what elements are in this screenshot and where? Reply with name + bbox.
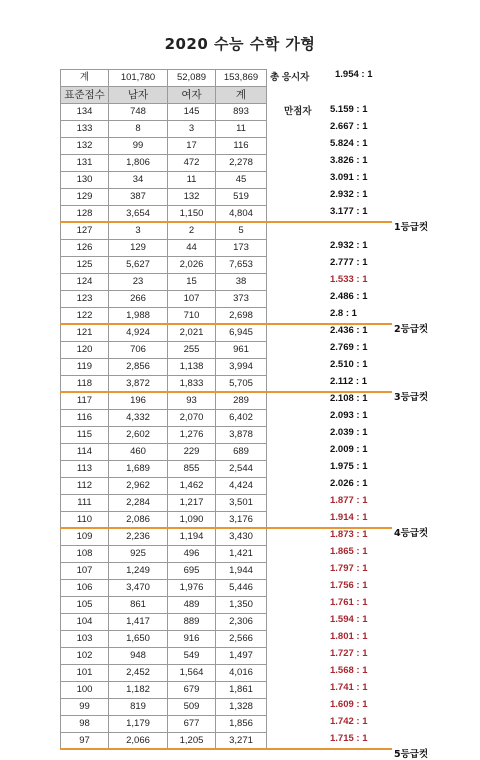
male-cell: 99 (109, 138, 168, 155)
table-row (61, 240, 267, 257)
table-row (61, 189, 267, 206)
female-cell: 2,021 (168, 325, 216, 342)
ratio-value: 2.8 : 1 (330, 308, 357, 319)
grade-cut-line (60, 748, 392, 750)
grade-cut-line (60, 221, 392, 223)
page-title: 2020 수능 수학 가형 (164, 35, 316, 53)
total-cell: 1,350 (216, 597, 267, 614)
table-row (61, 172, 267, 189)
score-cell: 123 (61, 291, 109, 308)
total-applicants-label: 총 응시자 (270, 72, 310, 83)
female-cell: 1,138 (168, 359, 216, 376)
score-cell: 101 (61, 665, 109, 682)
ratio-value: 1.715 : 1 (330, 733, 368, 744)
male-cell: 4,332 (109, 410, 168, 427)
ratio-value: 3.091 : 1 (330, 172, 368, 183)
female-cell: 132 (168, 189, 216, 206)
ratio-value: 2.039 : 1 (330, 427, 368, 438)
table-row (61, 580, 267, 597)
male-cell: 819 (109, 699, 168, 716)
score-cell: 134 (61, 104, 109, 121)
ratio-value: 1.975 : 1 (330, 461, 368, 472)
ratio-value: 1.761 : 1 (330, 597, 368, 608)
ratio-value: 2.026 : 1 (330, 478, 368, 489)
total-cell: 1,861 (216, 682, 267, 699)
male-cell: 2,066 (109, 733, 168, 750)
total-cell: 38 (216, 274, 267, 291)
header-female: 여자 (168, 87, 216, 104)
total-sum-cell: 153,869 (216, 70, 267, 87)
table-row (61, 648, 267, 665)
male-cell: 1,249 (109, 563, 168, 580)
total-cell: 373 (216, 291, 267, 308)
ratio-value: 2.932 : 1 (330, 240, 368, 251)
ratio-value: 2.112 : 1 (330, 376, 367, 387)
total-cell: 893 (216, 104, 267, 121)
ratio-value: 1.741 : 1 (330, 682, 368, 693)
header-row (61, 87, 267, 104)
female-cell: 710 (168, 308, 216, 325)
male-cell: 925 (109, 546, 168, 563)
header-score: 표준점수 (61, 87, 109, 104)
male-cell: 266 (109, 291, 168, 308)
total-cell: 6,945 (216, 325, 267, 342)
male-cell: 948 (109, 648, 168, 665)
total-cell: 519 (216, 189, 267, 206)
total-cell: 2,544 (216, 461, 267, 478)
male-cell: 2,284 (109, 495, 168, 512)
female-cell: 44 (168, 240, 216, 257)
total-row (61, 70, 267, 87)
male-cell: 2,086 (109, 512, 168, 529)
table-row (61, 291, 267, 308)
ratio-value: 2.932 : 1 (330, 189, 368, 200)
total-cell: 3,176 (216, 512, 267, 529)
total-cell: 3,878 (216, 427, 267, 444)
score-cell: 127 (61, 223, 109, 240)
female-cell: 11 (168, 172, 216, 189)
table-row (61, 206, 267, 223)
ratio-value: 5.159 : 1 (330, 104, 368, 115)
total-cell: 289 (216, 393, 267, 410)
header-male: 남자 (109, 87, 168, 104)
ratio-value: 1.756 : 1 (330, 580, 368, 591)
total-cell: 5 (216, 223, 267, 240)
female-cell: 2,026 (168, 257, 216, 274)
grade-cut-label: 1등급컷 (394, 222, 429, 233)
score-distribution-table (60, 69, 267, 750)
female-cell: 255 (168, 342, 216, 359)
table-row (61, 614, 267, 631)
score-cell: 124 (61, 274, 109, 291)
table-row (61, 444, 267, 461)
score-cell: 120 (61, 342, 109, 359)
score-cell: 110 (61, 512, 109, 529)
perfect-score-label: 만점자 (284, 106, 312, 117)
table-row (61, 121, 267, 138)
male-cell: 3,470 (109, 580, 168, 597)
total-cell: 961 (216, 342, 267, 359)
female-cell: 549 (168, 648, 216, 665)
ratio-value: 1.742 : 1 (330, 716, 368, 727)
ratio-value: 2.510 : 1 (330, 359, 368, 370)
female-cell: 509 (168, 699, 216, 716)
ratio-value: 5.824 : 1 (330, 138, 368, 149)
score-cell: 99 (61, 699, 109, 716)
total-cell: 45 (216, 172, 267, 189)
score-cell: 104 (61, 614, 109, 631)
male-cell: 4,924 (109, 325, 168, 342)
total-cell: 173 (216, 240, 267, 257)
female-cell: 1,564 (168, 665, 216, 682)
ratio-value: 1.797 : 1 (330, 563, 368, 574)
ratio-value: 2.436 : 1 (330, 325, 368, 336)
total-cell: 116 (216, 138, 267, 155)
total-cell: 1,497 (216, 648, 267, 665)
female-cell: 229 (168, 444, 216, 461)
score-cell: 115 (61, 427, 109, 444)
total-ratio: 1.954 : 1 (335, 69, 373, 80)
female-cell: 679 (168, 682, 216, 699)
score-cell: 119 (61, 359, 109, 376)
female-cell: 2,070 (168, 410, 216, 427)
grade-cut-line (60, 527, 392, 529)
female-cell: 3 (168, 121, 216, 138)
table-row (61, 631, 267, 648)
score-cell: 102 (61, 648, 109, 665)
male-cell: 1,417 (109, 614, 168, 631)
table-row (61, 393, 267, 410)
female-cell: 889 (168, 614, 216, 631)
female-cell: 695 (168, 563, 216, 580)
male-cell: 3,872 (109, 376, 168, 393)
total-cell: 4,016 (216, 665, 267, 682)
score-cell: 114 (61, 444, 109, 461)
male-cell: 5,627 (109, 257, 168, 274)
total-label-cell: 계 (61, 70, 109, 87)
female-cell: 1,090 (168, 512, 216, 529)
score-cell: 126 (61, 240, 109, 257)
male-cell: 2,452 (109, 665, 168, 682)
ratio-value: 2.486 : 1 (330, 291, 368, 302)
score-cell: 108 (61, 546, 109, 563)
total-cell: 3,501 (216, 495, 267, 512)
female-cell: 1,205 (168, 733, 216, 750)
table-row (61, 478, 267, 495)
table-row (61, 427, 267, 444)
table-row (61, 342, 267, 359)
table-row (61, 597, 267, 614)
score-cell: 133 (61, 121, 109, 138)
total-cell: 7,653 (216, 257, 267, 274)
score-cell: 128 (61, 206, 109, 223)
table-row (61, 699, 267, 716)
male-cell: 387 (109, 189, 168, 206)
female-cell: 145 (168, 104, 216, 121)
male-cell: 3 (109, 223, 168, 240)
grade-cut-label: 3등급컷 (394, 392, 429, 403)
ratio-value: 1.533 : 1 (330, 274, 368, 285)
total-cell: 2,306 (216, 614, 267, 631)
total-cell: 1,944 (216, 563, 267, 580)
ratio-value: 1.873 : 1 (330, 529, 368, 540)
female-cell: 1,976 (168, 580, 216, 597)
male-cell: 2,962 (109, 478, 168, 495)
table-body (61, 70, 267, 750)
table-row (61, 376, 267, 393)
ratio-value: 2.108 : 1 (330, 393, 368, 404)
ratio-value: 3.826 : 1 (330, 155, 368, 166)
score-cell: 97 (61, 733, 109, 750)
female-cell: 107 (168, 291, 216, 308)
table-row (61, 223, 267, 240)
score-cell: 109 (61, 529, 109, 546)
total-cell: 2,278 (216, 155, 267, 172)
score-cell: 125 (61, 257, 109, 274)
total-cell: 4,424 (216, 478, 267, 495)
score-cell: 132 (61, 138, 109, 155)
total-cell: 11 (216, 121, 267, 138)
female-cell: 1,194 (168, 529, 216, 546)
male-cell: 129 (109, 240, 168, 257)
score-cell: 107 (61, 563, 109, 580)
ratio-value: 1.914 : 1 (330, 512, 368, 523)
ratio-value: 1.568 : 1 (330, 665, 368, 676)
male-cell: 23 (109, 274, 168, 291)
table-row (61, 716, 267, 733)
ratio-value: 1.865 : 1 (330, 546, 368, 557)
total-cell: 5,705 (216, 376, 267, 393)
ratio-value: 2.009 : 1 (330, 444, 368, 455)
male-cell: 2,602 (109, 427, 168, 444)
table-row (61, 495, 267, 512)
ratio-value: 2.093 : 1 (330, 410, 368, 421)
score-cell: 121 (61, 325, 109, 342)
score-cell: 131 (61, 155, 109, 172)
table-row (61, 359, 267, 376)
female-cell: 17 (168, 138, 216, 155)
female-cell: 93 (168, 393, 216, 410)
female-cell: 1,150 (168, 206, 216, 223)
grade-cut-label: 2등급컷 (394, 324, 429, 335)
score-cell: 106 (61, 580, 109, 597)
ratio-value: 2.667 : 1 (330, 121, 368, 132)
table-row (61, 155, 267, 172)
total-male-cell: 101,780 (109, 70, 168, 87)
male-cell: 1,182 (109, 682, 168, 699)
score-cell: 100 (61, 682, 109, 699)
ratio-value: 1.801 : 1 (330, 631, 368, 642)
total-cell: 2,566 (216, 631, 267, 648)
score-cell: 112 (61, 478, 109, 495)
total-female-cell: 52,089 (168, 70, 216, 87)
table-row (61, 512, 267, 529)
table-row (61, 274, 267, 291)
female-cell: 1,462 (168, 478, 216, 495)
score-cell: 129 (61, 189, 109, 206)
score-cell: 113 (61, 461, 109, 478)
table-row (61, 682, 267, 699)
ratio-value: 1.727 : 1 (330, 648, 368, 659)
total-cell: 3,994 (216, 359, 267, 376)
table-row (61, 138, 267, 155)
female-cell: 1,217 (168, 495, 216, 512)
ratio-value: 2.769 : 1 (330, 342, 368, 353)
male-cell: 861 (109, 597, 168, 614)
grade-cut-line (60, 323, 392, 325)
female-cell: 496 (168, 546, 216, 563)
female-cell: 2 (168, 223, 216, 240)
ratio-value: 1.609 : 1 (330, 699, 368, 710)
score-cell: 116 (61, 410, 109, 427)
female-cell: 472 (168, 155, 216, 172)
table-row (61, 546, 267, 563)
total-cell: 3,430 (216, 529, 267, 546)
table-row (61, 563, 267, 580)
ratio-value: 2.777 : 1 (330, 257, 368, 268)
male-cell: 8 (109, 121, 168, 138)
table-row (61, 257, 267, 274)
table-row (61, 461, 267, 478)
total-cell: 1,328 (216, 699, 267, 716)
score-cell: 130 (61, 172, 109, 189)
total-cell: 689 (216, 444, 267, 461)
female-cell: 855 (168, 461, 216, 478)
table-row (61, 410, 267, 427)
total-cell: 4,804 (216, 206, 267, 223)
male-cell: 748 (109, 104, 168, 121)
score-cell: 111 (61, 495, 109, 512)
grade-cut-label: 4등급컷 (394, 528, 429, 539)
table-row (61, 733, 267, 750)
total-cell: 6,402 (216, 410, 267, 427)
score-cell: 105 (61, 597, 109, 614)
female-cell: 1,276 (168, 427, 216, 444)
female-cell: 15 (168, 274, 216, 291)
female-cell: 916 (168, 631, 216, 648)
male-cell: 2,236 (109, 529, 168, 546)
score-cell: 98 (61, 716, 109, 733)
total-cell: 1,421 (216, 546, 267, 563)
female-cell: 677 (168, 716, 216, 733)
table-row (61, 529, 267, 546)
total-cell: 5,446 (216, 580, 267, 597)
male-cell: 1,689 (109, 461, 168, 478)
total-cell: 1,856 (216, 716, 267, 733)
header-total: 계 (216, 87, 267, 104)
male-cell: 706 (109, 342, 168, 359)
score-cell: 117 (61, 393, 109, 410)
male-cell: 1,650 (109, 631, 168, 648)
female-cell: 1,833 (168, 376, 216, 393)
score-cell: 122 (61, 308, 109, 325)
male-cell: 460 (109, 444, 168, 461)
male-cell: 1,806 (109, 155, 168, 172)
total-cell: 2,698 (216, 308, 267, 325)
male-cell: 34 (109, 172, 168, 189)
table-row (61, 308, 267, 325)
ratio-value: 1.877 : 1 (330, 495, 368, 506)
ratio-value: 1.594 : 1 (330, 614, 368, 625)
score-cell: 118 (61, 376, 109, 393)
total-cell: 3,271 (216, 733, 267, 750)
score-cell: 103 (61, 631, 109, 648)
grade-cut-label: 5등급컷 (394, 749, 429, 760)
male-cell: 2,856 (109, 359, 168, 376)
table-row (61, 325, 267, 342)
male-cell: 1,988 (109, 308, 168, 325)
male-cell: 3,654 (109, 206, 168, 223)
male-cell: 196 (109, 393, 168, 410)
grade-cut-line (60, 391, 392, 393)
table-row (61, 665, 267, 682)
table-row (61, 104, 267, 121)
male-cell: 1,179 (109, 716, 168, 733)
ratio-value: 3.177 : 1 (330, 206, 368, 217)
female-cell: 489 (168, 597, 216, 614)
